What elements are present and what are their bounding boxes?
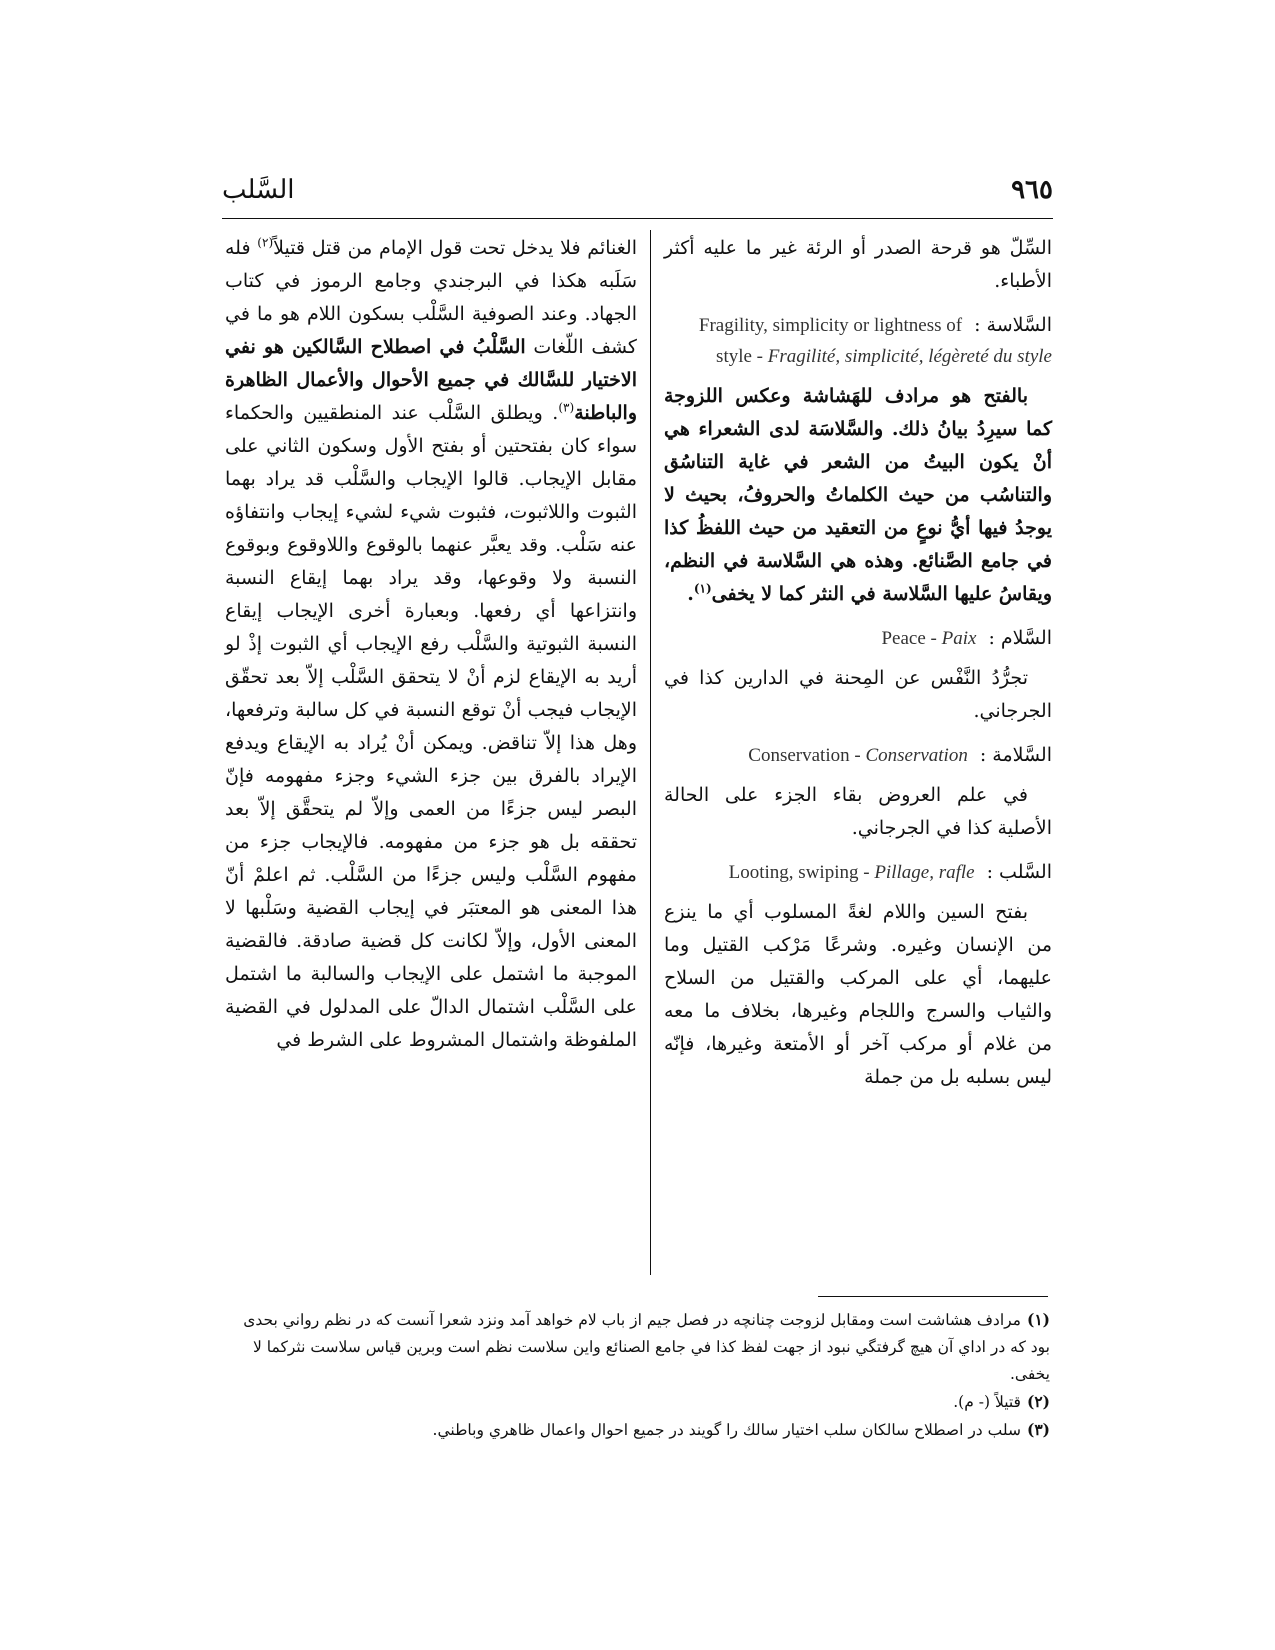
page-number: ٩٦٥: [1011, 175, 1053, 205]
entry-heading-salama: السَّلامة: Conservation - Conservation: [748, 744, 1052, 766]
footnote: (٢)قتيلاً (- م).: [953, 1392, 1050, 1411]
entry-translation: Looting, swiping - Pillage, rafle: [728, 862, 975, 883]
entry-body-salama: في علم العروض بقاء الجزء على الحالة الأصلية كذا في الجرجاني.: [664, 784, 1052, 839]
footnote-ref: (٢): [257, 235, 274, 250]
entry-term: السَّلاسة: [986, 314, 1052, 336]
column-divider: [650, 230, 651, 1275]
entry-heading-salasa: السَّلاسة: Fragility, simplicity or lightness of style - Fragilité, simplicité, légèreté du style: [698, 314, 1052, 367]
entry-translation: Fragility, simplicity or lightness of style - Fragilité, simplicité, légèreté du style: [698, 315, 1052, 367]
entry-term: السَّلب: [999, 861, 1052, 883]
footnote-rule: [818, 1296, 1048, 1297]
entry-translation: Peace - Paix: [881, 628, 977, 649]
entry-heading-salab: السَّلب: Looting, swiping - Pillage, rafle: [728, 861, 1052, 883]
entry-term: السَّلام: [1000, 627, 1052, 649]
header-rule: [222, 218, 1053, 219]
entry-heading-salam: السَّلام: Peace - Paix: [881, 627, 1052, 649]
footnote: (٣)سلب در اصطلاح سالكان سلب اختيار سالك را گويند در جميع احوال واعمال ظاهري وباطني.: [432, 1420, 1050, 1439]
footnote-ref: (٣): [558, 400, 575, 415]
continuation-paragraph: السِّلّ هو قرحة الصدر أو الرئة غير ما عليه أكثر الأطباء.: [664, 237, 1052, 292]
footnote-ref: (١): [693, 581, 712, 596]
entry-body-salab: بفتح السين واللام لغةً المسلوب أي ما ينزع من الإنسان وغيره. وشرعًا مَرْكب القتيل وما عليهما، أي على المركب والقتيل من السلاح والثياب والسرج واللجام وغيرها، بخلاف ما معه من غلام أو مركب آخر أو الأمتعة وغيرها، فإنّه ليس بسلبه بل من جملة: [664, 901, 1052, 1088]
entry-body-salam: تجرُّدُ النَّفْس عن المِحنة في الدارين كذا في الجرجاني.: [664, 667, 1052, 722]
entry-translation: Conservation - Conservation: [748, 745, 968, 766]
continued-entry-body: الغنائم فلا يدخل تحت قول الإمام من قتل قتيلاً$^{(٢)}$ فله سَلَبه هكذا في البرجندي وجامع الرموز في كتاب الجهاد. وعند الصوفية السَّلْب بسكون اللام هو ما في كشف اللّغات السَّلْبُ في اصطلاح السَّالكين هو نفي الاختيار للسَّالك في جميع الأحوال والأعمال الظاهرة والباطنة$^{(٣)}$. ويطلق السَّلْب عند المنطقيين والحكماء سواء كان بفتحتين أو بفتح الأول وسكون الثاني على مقابل الإيجاب. قالوا الإيجاب والسَّلْب قد يراد بهما الثبوت واللاثبوت، فثبوت شيء لشيء إيجاب وانتفاؤه عنه سَلْب. وقد يعبَّر عنهما بالوقوع واللاوقوع وبوقوع النسبة ولا وقوعها، وقد يراد بهما إيقاع النسبة وانتزاعها أي رفعها. وبعبارة أخرى الإيجاب إيقاع النسبة الثبوتية والسَّلْب رفع الإيجاب أي الثبوت إذْ لو أريد به الإيقاع لزم أنْ لا يتحقق السَّلْب إلاّ بعد تحقّق الإيجاب فيجب أنْ توقع النسبة في كل سالبة وترفعها، وهل هذا إلاّ تناقض. ويمكن أنْ يُراد به الإيقاع ويدفع الإيراد بالفرق بين جزء الشيء وجزء مفهومه فإنّ البصر ليس جزءًا من العمى وإلاّ لم يتحقَّق إلاّ بعد تحققه بل هو جزء من مفهومه. فالإيجاب جزء من مفهوم السَّلْب وليس جزءًا من السَّلْب. ثم اعلمْ أنّ هذا المعنى هو المعتبَر في إيجاب القضية وسَلْبها لا المعنى الأول، وإلاّ لكانت كل قضية صادقة. فالقضية الموجبة ما اشتمل على الإيجاب والسالبة ما اشتمل على السَّلْب اشتمال الدالّ على المدلول في القضية الملفوظة واشتمال المشروط على الشرط في: [225, 235, 637, 1051]
running-title: السَّلب: [222, 175, 295, 205]
left-column: [225, 232, 637, 1057]
page-header: [222, 175, 1053, 215]
entry-term: السَّلامة: [992, 744, 1052, 766]
footnotes: [225, 1306, 1050, 1444]
right-column: [664, 232, 1052, 1094]
entry-body-salasa: بالفتح هو مرادف للهَشاشة وعكس اللزوجة كما سيرِدُ بيانُ ذلك. والسَّلاسَة لدى الشعراء هي أنْ يكون البيتُ من الشعر في غاية التناسُق والتناسُب من حيث الكلماتُ والحروفُ، بحيث لا يوجدُ فيها أيُّ نوعٍ من التعقيد من حيث اللفظُ كذا في جامع الصَّنائع. وهذه هي السَّلاسة في النظم، ويقاسُ عليها السَّلاسة في النثر كما لا يخفى$^{(١)}$.: [664, 385, 1052, 605]
footnote: (١)مرادف هشاشت است ومقابل لزوجت چنانچه در فصل جيم از باب لام خواهد آمد ونزد شعرا آنست كه در نظم رواني بحدى بود كه در اداي آن هيچ گرفتگي نبود از جهت لفظ كذا في جامع الصنائع واين سلاست نظم است وبرين قياس سلاست نثركما لا يخفى.: [243, 1310, 1050, 1383]
bold-definition: السَّلْبُ في اصطلاح السَّالكين هو نفي الاختيار للسَّالك في جميع الأحوال والأعمال الظاهرة والباطنة: [225, 336, 637, 424]
